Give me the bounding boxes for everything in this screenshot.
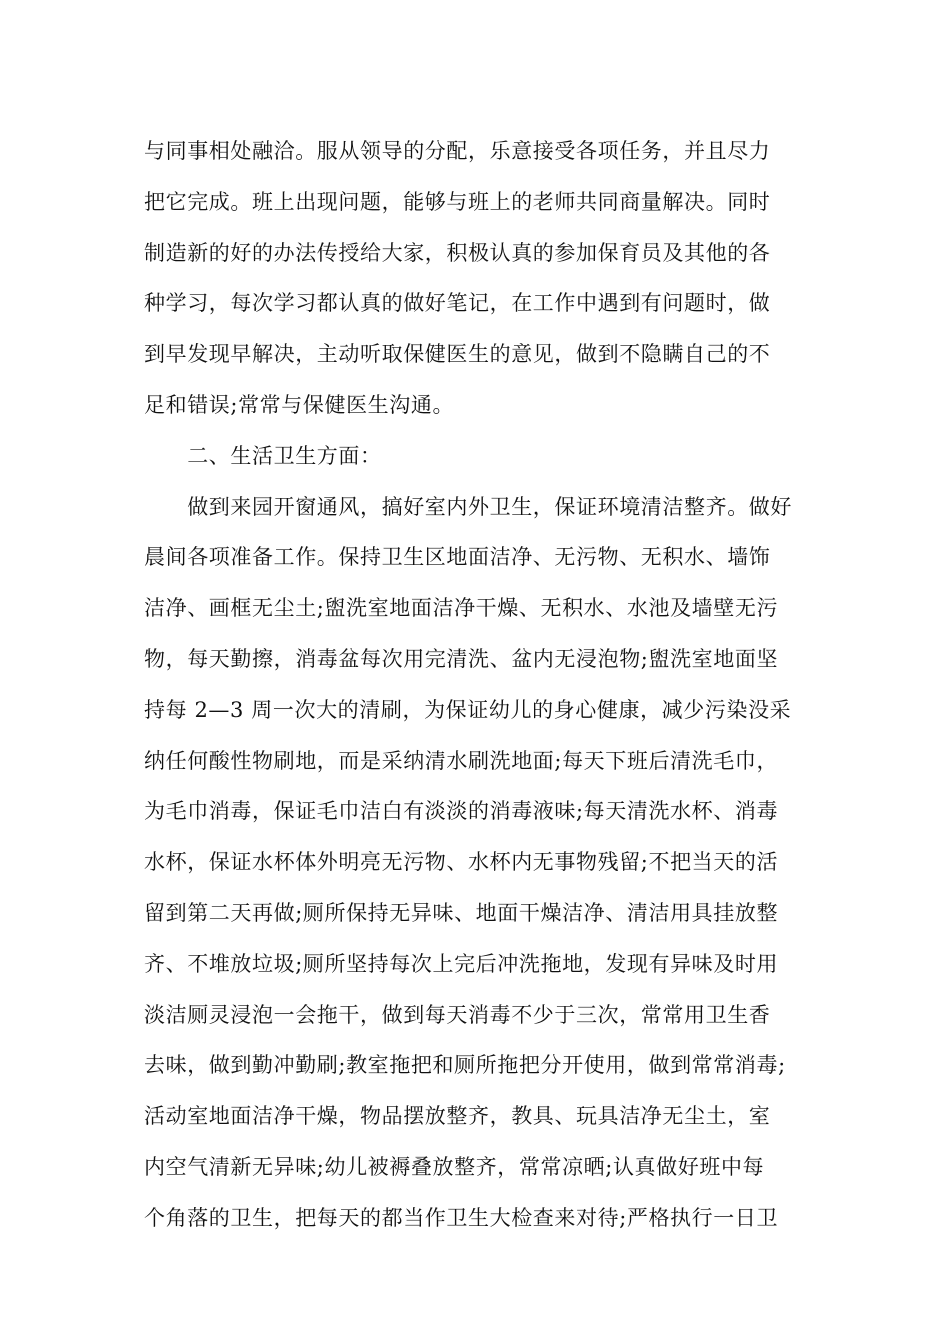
text-line: 淡洁厕灵浸泡一会拖干，做到每天消毒不少于三次，常常用卫生香	[144, 1002, 771, 1027]
text-line: 水杯，保证水杯体外明亮无污物、水杯内无事物残留;不把当天的活	[144, 850, 779, 875]
text-line: 齐、不堆放垃圾;厕所坚持每次上完后冲洗拖地，发现有异味及时用	[144, 951, 779, 976]
text-line: 物，每天勤擦，消毒盆每次用完清洗、盆内无浸泡物;盥洗室地面坚	[144, 646, 779, 671]
text-line: 晨间各项准备工作。保持卫生区地面洁净、无污物、无积水、墙饰	[144, 545, 771, 570]
section-heading: 二、生活卫生方面：	[144, 443, 382, 468]
text-line: 把它完成。班上出现问题，能够与班上的老师共同商量解决。同时	[144, 189, 771, 214]
text-line: 到早发现早解决，主动听取保健医生的意见，做到不隐瞒自己的不	[144, 342, 771, 367]
text-line: 纳任何酸性物刷地，而是采纳清水刷洗地面;每天下班后清洗毛巾，	[144, 748, 779, 773]
text-line: 活动室地面洁净干燥，物品摆放整齐，教具、玩具洁净无尘土，室	[144, 1104, 771, 1129]
text-line: 与同事相处融洽。服从领导的分配，乐意接受各项任务，并且尽力	[144, 139, 771, 163]
text-line: 持每 2—3 周一次大的清刷，为保证幼儿的身心健康，减少污染没采	[144, 697, 792, 722]
text-line: 洁净、画框无尘土;盥洗室地面洁净干燥、无积水、水池及墙壁无污	[144, 596, 779, 621]
text-line: 留到第二天再做;厕所保持无异味、地面干燥洁净、清洁用具挂放整	[144, 900, 779, 925]
text-line: 去味，做到勤冲勤刷;教室拖把和厕所拖把分开使用，做到常常消毒;	[144, 1053, 786, 1078]
body-text	[144, 126, 844, 1244]
text-line: 个角落的卫生，把每天的都当作卫生大检查来对待;严格执行一日卫	[144, 1205, 779, 1230]
text-line: 内空气清新无异味;幼儿被褥叠放整齐，常常凉晒;认真做好班中每	[144, 1154, 765, 1179]
text-line: 做到来园开窗通风，搞好室内外卫生，保证环境清洁整齐。做好	[144, 494, 792, 519]
text-line: 足和错误;常常与保健医生沟通。	[144, 392, 455, 417]
text-line: 制造新的好的办法传授给大家，积极认真的参加保育员及其他的各	[144, 240, 771, 265]
text-line: 为毛巾消毒，保证毛巾洁白有淡淡的消毒液味;每天清洗水杯、消毒	[144, 799, 779, 824]
text-line: 种学习，每次学习都认真的做好笔记，在工作中遇到有问题时，做	[144, 291, 771, 316]
